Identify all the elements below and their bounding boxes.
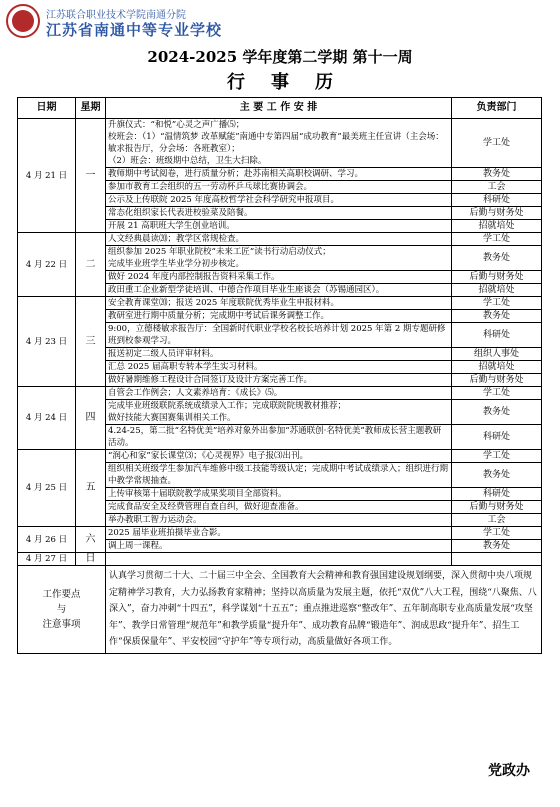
school-header <box>6 4 306 40</box>
department-cell: 学工处 <box>452 233 542 246</box>
arrangement-item: 自管会工作例会；人文素养培育：《成长》⑸。 <box>108 388 283 398</box>
arrangement-cell <box>106 246 452 271</box>
weekday-cell: 二 <box>76 233 106 297</box>
department-cell: 学工处 <box>452 450 542 463</box>
arrangement-item: 组织参加 2025 年职业院校“未来工匠”读书行动启动仪式； <box>108 247 331 257</box>
weekday-cell: 五 <box>76 450 106 527</box>
department-cell: 教务处 <box>452 400 542 425</box>
arrangement-cell <box>106 361 452 374</box>
arrangement-item: 参加市教育工会组织的五一劳动杯乒乓球比赛协调会。 <box>108 182 313 192</box>
weekday-cell: 日 <box>76 553 106 566</box>
table-row <box>18 119 542 168</box>
arrangement-item: 完成毕业班学生毕业学分初步核定。 <box>108 259 245 269</box>
arrangement-item: 安全教育课堂⒇；报送 2025 年度联院优秀毕业生申报材料。 <box>108 298 340 308</box>
weekday-cell: 四 <box>76 387 106 450</box>
arrangement-cell <box>106 168 452 181</box>
table-row <box>18 233 542 246</box>
table-row <box>18 450 542 463</box>
arrangement-item: 做好技能大赛国赛集训相关工作。 <box>108 413 236 423</box>
arrangement-cell <box>106 488 452 501</box>
header-arrangement: 主 要 工 作 安 排 <box>106 98 452 119</box>
footer-office: 党政办 <box>488 763 530 779</box>
department-cell: 教务处 <box>452 463 542 488</box>
arrangement-item: 公示及上传联院 2025 年度高校哲学社会科学研究申报项目。 <box>108 195 340 205</box>
arrangement-item: 举办教职工智力运动会。 <box>108 515 202 525</box>
arrangement-cell <box>106 553 452 566</box>
header-weekday: 星期 <box>76 98 106 119</box>
arrangement-item: 上传审核第十届联院教学成果奖项目全部资料。 <box>108 489 287 499</box>
arrangement-item: 教研室进行期中质量分析；完成期中考试后课务调整工作。 <box>108 311 330 321</box>
header-date: 日期 <box>18 98 76 119</box>
department-cell: 组织人事处 <box>452 348 542 361</box>
department-cell: 学工处 <box>452 297 542 310</box>
school-name-line1: 江苏联合职业技术学院南通分院 <box>46 10 186 21</box>
date-cell: 4 月 22 日 <box>18 233 76 297</box>
arrangement-item: 开展 21 高职班大学生创业培训。 <box>108 221 235 231</box>
arrangement-item: 校班会：（1）“温情筑梦 改革赋能”南通中专第四届“成功教育”最美班主任宣讲（主会场：敏求报告厅，分会场：各班教室）； <box>108 132 444 154</box>
date-cell: 4 月 26 日 <box>18 527 76 553</box>
notes-row <box>18 566 542 654</box>
schedule-table <box>17 97 542 654</box>
arrangement-cell <box>106 233 452 246</box>
arrangement-item: 汇总 2025 届高职专转本学生实习材料。 <box>108 362 263 372</box>
arrangement-item: 做好暑期维修工程设计合同签订及设计方案完善工作。 <box>108 375 313 385</box>
arrangement-item: 政田重工企业新型学徒培训、中德合作项目毕业生座谈会（苏锡通园区）。 <box>108 285 385 295</box>
arrangement-item: 做好 2024 年度内部控制报告资料采集工作。 <box>108 272 280 282</box>
arrangement-cell <box>106 501 452 514</box>
department-cell: 教务处 <box>452 540 542 553</box>
arrangement-cell <box>106 463 452 488</box>
arrangement-cell <box>106 323 452 348</box>
table-row <box>18 527 542 540</box>
arrangement-item: 教师期中考试阅卷，进行质量分析；赴苏南相关高职校调研、学习。 <box>108 169 364 179</box>
weekday-cell: 三 <box>76 297 106 387</box>
weekday-cell: 一 <box>76 119 106 233</box>
department-cell: 科研处 <box>452 488 542 501</box>
department-cell: 后勤与财务处 <box>452 207 542 220</box>
arrangement-item: 人文经典晨读⒇；教学区常规检查。 <box>108 234 245 244</box>
department-cell: 后勤与财务处 <box>452 374 542 387</box>
notes-label-line: 工作要点 <box>42 588 81 600</box>
department-cell: 教务处 <box>452 246 542 271</box>
arrangement-item: 升旗仪式：“和悦”心灵之声广播⑸； <box>108 120 245 130</box>
department-cell: 工会 <box>452 514 542 527</box>
arrangement-item: 报送初定二级人员评审材料。 <box>108 349 219 359</box>
arrangement-cell <box>106 284 452 297</box>
department-cell: 学工处 <box>452 387 542 400</box>
arrangement-item: “润心和家”家长课堂⑶；《心灵视界》电子报⑶出刊。 <box>108 451 308 461</box>
table-header-row <box>18 98 542 119</box>
arrangement-item: 4.24-25，第二批“名特优美”培养对象外出参加“苏通联创·名特优美”教师成长营主题教研活动。 <box>108 426 442 448</box>
arrangement-item: 组织相关班级学生参加汽车维修中级工技能等级认定；完成期中考试成绩录入；组织进行期中教学常规抽查。 <box>108 464 449 486</box>
department-cell: 科研处 <box>452 323 542 348</box>
arrangement-cell <box>106 400 452 425</box>
arrangement-cell <box>106 514 452 527</box>
department-cell: 教务处 <box>452 310 542 323</box>
page-subtitle: 行事历 <box>227 72 359 93</box>
department-cell: 后勤与财务处 <box>452 271 542 284</box>
date-cell: 4 月 21 日 <box>18 119 76 233</box>
department-cell: 招就培处 <box>452 220 542 233</box>
arrangement-item: （2）班会：班级期中总结，卫生大扫除。 <box>108 156 267 166</box>
notes-label <box>18 566 106 654</box>
department-cell: 科研处 <box>452 194 542 207</box>
date-cell: 4 月 27 日 <box>18 553 76 566</box>
school-name-line2: 江苏省南通中等专业学校 <box>46 22 223 39</box>
arrangement-item: 常态化组织家长代表进校验菜及陪餐。 <box>108 208 253 218</box>
arrangement-cell <box>106 527 452 540</box>
department-cell: 教务处 <box>452 168 542 181</box>
arrangement-cell <box>106 450 452 463</box>
department-cell: 招就培处 <box>452 361 542 374</box>
arrangement-item: 调上周一课程。 <box>108 541 168 551</box>
notes-label-line: 注意事项 <box>42 618 81 630</box>
arrangement-cell <box>106 374 452 387</box>
weekday-cell: 六 <box>76 527 106 553</box>
department-cell: 科研处 <box>452 425 542 450</box>
department-cell: 招就培处 <box>452 284 542 297</box>
table-row <box>18 297 542 310</box>
date-cell: 4 月 25 日 <box>18 450 76 527</box>
date-cell: 4 月 23 日 <box>18 297 76 387</box>
department-cell: 学工处 <box>452 527 542 540</box>
arrangement-cell <box>106 181 452 194</box>
arrangement-cell <box>106 297 452 310</box>
table-row <box>18 387 542 400</box>
arrangement-item: 2025 届毕业班拍摄毕业合影。 <box>108 528 226 538</box>
department-cell <box>452 553 542 566</box>
date-cell: 4 月 24 日 <box>18 387 76 450</box>
arrangement-cell <box>106 387 452 400</box>
arrangement-item: 9:00，立德楼敏求报告厅：全国新时代职业学校名校长培养计划 2025 年第 2 期专题研修班到校参观学习。 <box>108 324 446 346</box>
arrangement-cell <box>106 540 452 553</box>
arrangement-item: 完成毕业班级联院系统成绩录入工作；完成联院院规教材推荐； <box>108 401 347 411</box>
notes-text: 认真学习贯彻二十大、二十届三中全会、全国教育大会精神和教育强国建设规划纲要，深入贯彻中央八项规定精神学习教育，大力弘扬教育家精神；坚持以高质量为发展主题，依托“双优”八大工程，围绕“八聚焦、八深入”，奋力冲刺“十四五”，科学谋划“十五五”；重点推进巡察“整改年”、五年制高职专业高质量发展“攻坚年”、教学日常管理“规范年”和教学质量“提升年”、成功教育品牌“锻造年”、润成思政“提升年”、招生工作“保质保量年”、平安校园“守护年”等专项行动，高质量做好各项工作。 <box>106 566 542 654</box>
arrangement-cell <box>106 310 452 323</box>
table-row <box>18 553 542 566</box>
arrangement-cell <box>106 425 452 450</box>
department-cell: 工会 <box>452 181 542 194</box>
arrangement-cell <box>106 348 452 361</box>
notes-label-line: 与 <box>56 603 67 615</box>
department-cell: 学工处 <box>452 119 542 168</box>
arrangement-cell <box>106 271 452 284</box>
arrangement-cell <box>106 194 452 207</box>
arrangement-cell <box>106 220 452 233</box>
arrangement-cell <box>106 119 452 168</box>
department-cell: 后勤与财务处 <box>452 501 542 514</box>
school-logo-icon <box>6 4 40 38</box>
arrangement-cell <box>106 207 452 220</box>
arrangement-item: 完成食品安全及经费管理自查自纠，做好迎查准备。 <box>108 502 304 512</box>
header-department: 负责部门 <box>452 98 542 119</box>
page-title: 2024-2025 学年度第二学期 第十一周 <box>147 48 413 66</box>
